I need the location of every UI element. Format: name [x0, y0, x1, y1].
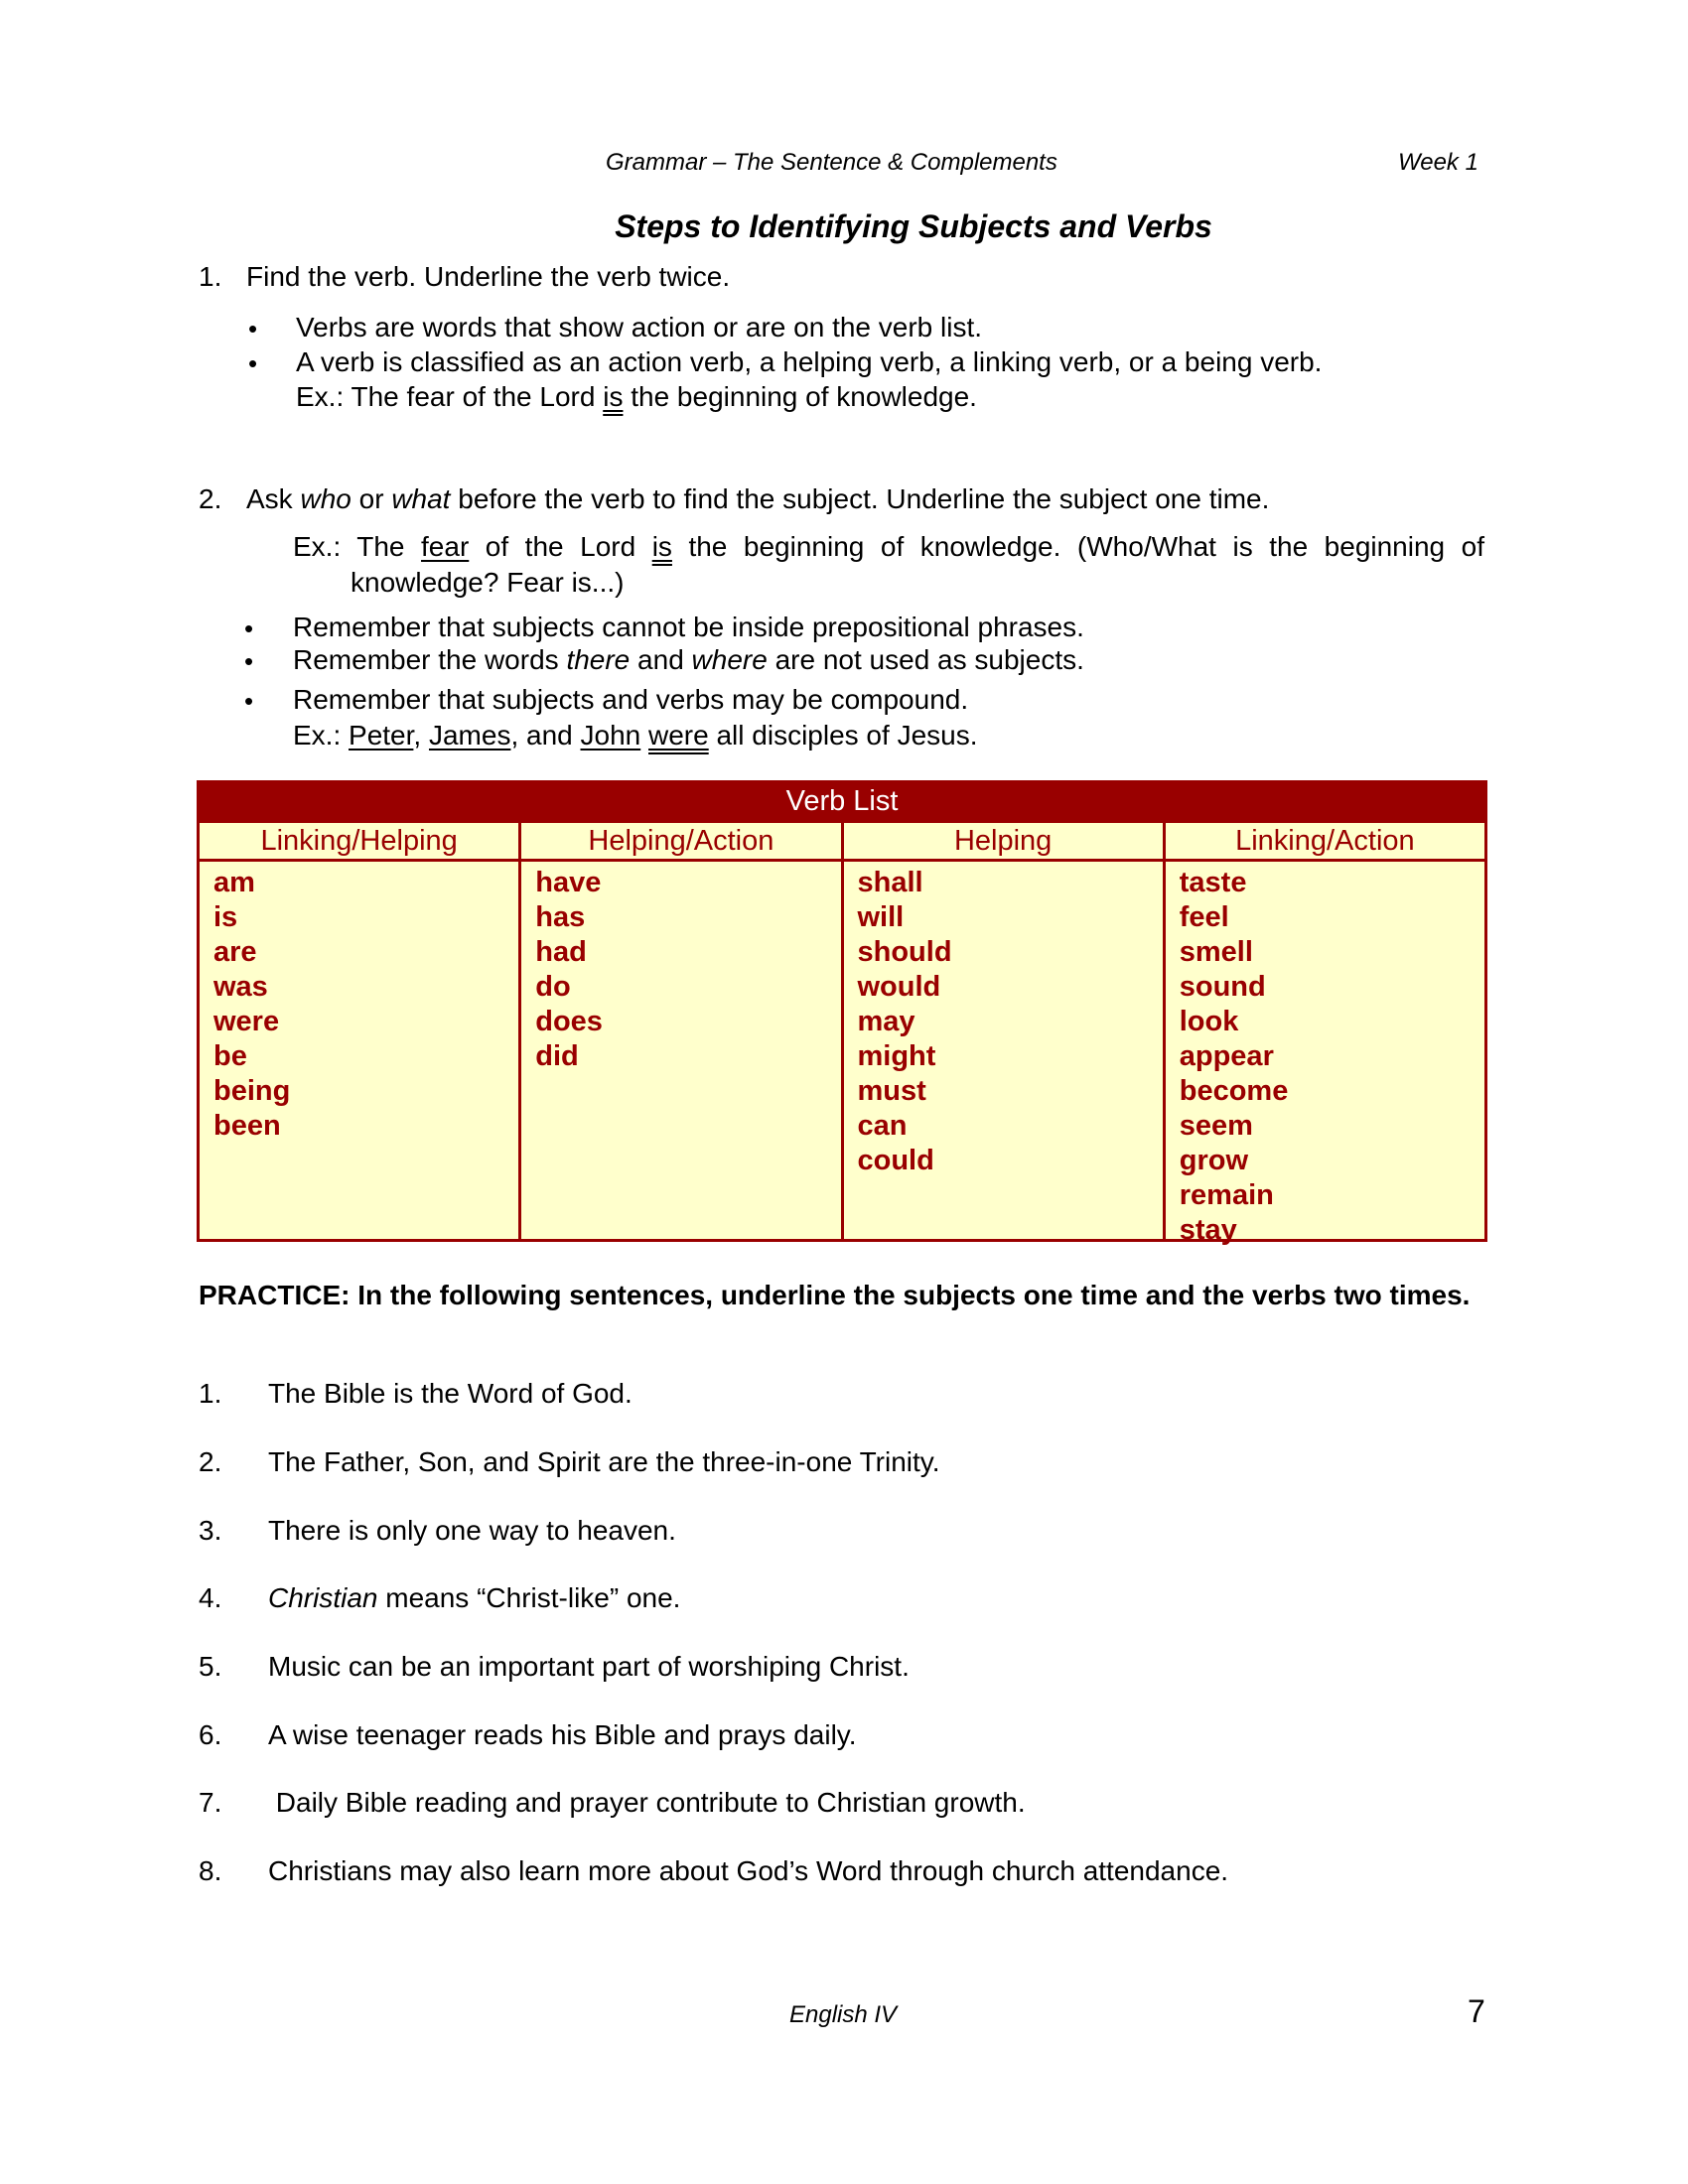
example-text: Ex.: The: [293, 531, 422, 562]
practice-item: [199, 1378, 633, 1410]
practice-item: [199, 1719, 856, 1751]
verb-word: am: [213, 867, 255, 898]
step-2-text: Ask: [246, 483, 301, 514]
verb-column: [841, 862, 1163, 1239]
practice-item-text: Christians may also learn more about God’s Word through church attendance.: [268, 1855, 1229, 1886]
step-2-example: [293, 529, 1484, 601]
header-week: Week 1: [1398, 149, 1478, 176]
example-text: the beginning of knowledge. (Who/What is the beginning of: [671, 531, 1484, 562]
example-verb: is: [603, 381, 624, 412]
verb-word: have: [535, 867, 602, 898]
verb-list-body: [200, 862, 1484, 1246]
practice-item-number: 6.: [199, 1719, 222, 1750]
verb-word: become: [1179, 1075, 1289, 1107]
verb-column: [1163, 862, 1484, 1246]
practice-item: [199, 1582, 680, 1614]
verb-word: grow: [1179, 1145, 1249, 1176]
verb-word: is: [213, 901, 238, 933]
practice-item-text: The Father, Son, and Spirit are the three-in-one Trinity.: [268, 1446, 940, 1477]
step-2-text: before the verb to find the subject. Underline the subject one time.: [450, 483, 1270, 514]
verb-column: [518, 862, 840, 1239]
verb-word: could: [857, 1145, 934, 1176]
step-1: [199, 260, 730, 294]
page-number: 7: [1468, 1993, 1485, 2029]
practice-instructions: [199, 1278, 1487, 1313]
step-2-who: who: [300, 483, 352, 514]
verb-word: were: [213, 1006, 280, 1037]
practice-item-number: 5.: [199, 1651, 222, 1682]
practice-item-text: Music can be an important part of worshiping Christ.: [268, 1651, 910, 1682]
column-header: Helping/Action: [518, 823, 840, 859]
example-text: of the Lord: [469, 531, 652, 562]
practice-item-number: 3.: [199, 1515, 222, 1546]
compound-example: [293, 719, 978, 752]
verb-word: will: [857, 901, 905, 933]
verb-word: feel: [1179, 901, 1229, 933]
bullet-icon: •: [244, 686, 254, 716]
verb-word: may: [857, 1006, 915, 1037]
practice-item-text: means “Christ-like” one.: [377, 1582, 681, 1613]
practice-item-text: Daily Bible reading and prayer contribute to Christian growth.: [268, 1787, 1026, 1818]
verb-word: shall: [857, 867, 923, 898]
practice-item-text: There is only one way to heaven.: [268, 1515, 676, 1546]
bullet-text: Remember the words: [293, 644, 567, 675]
column-header: Linking/Action: [1163, 823, 1484, 859]
verb-word: been: [213, 1110, 281, 1142]
step-2-bullet-1: Remember that subjects cannot be inside prepositional phrases.: [293, 612, 1084, 642]
practice-instruction: In the following sentences, underline the subjects one time and the verbs two times.: [350, 1280, 1471, 1310]
verb-word: does: [535, 1006, 603, 1037]
practice-item: [199, 1446, 940, 1478]
practice-item-italic: Christian: [268, 1582, 378, 1613]
footer-course: English IV: [789, 2001, 898, 2028]
practice-item: [199, 1651, 910, 1683]
verb-word: seem: [1179, 1110, 1253, 1142]
practice-item: [199, 1787, 1026, 1819]
practice-item-number: 1.: [199, 1378, 222, 1409]
step-1-bullet-2: A verb is classified as an action verb, a helping verb, a linking verb, or a being verb.: [296, 346, 1323, 377]
verb-word: can: [857, 1110, 908, 1142]
verb-word: must: [857, 1075, 926, 1107]
step-2-text: or: [351, 483, 392, 514]
example-text: ,: [413, 720, 429, 751]
verb-word: be: [213, 1040, 247, 1072]
verb-word: was: [213, 971, 268, 1003]
header-course-title: Grammar – The Sentence & Complements: [606, 149, 1057, 176]
practice-item-number: 8.: [199, 1855, 222, 1886]
example-subject: James: [428, 720, 511, 751]
verb-word: might: [857, 1040, 936, 1072]
verb-list-header-row: [200, 820, 1484, 862]
verb-word: remain: [1179, 1179, 1274, 1211]
step-1-bullet-1: Verbs are words that show action or are on the verb list.: [296, 312, 983, 342]
verb-list-title: Verb List: [200, 783, 1484, 820]
step-2-what: what: [391, 483, 451, 514]
step-1-number: 1.: [199, 261, 222, 292]
example-verb: were: [648, 720, 709, 751]
example-subject: John: [580, 720, 641, 751]
bullet-text: are not used as subjects.: [767, 644, 1084, 675]
verb-word: has: [535, 901, 586, 933]
page-title: Steps to Identifying Subjects and Verbs: [615, 208, 1212, 244]
step-2-number: 2.: [199, 483, 222, 514]
verb-word: should: [857, 936, 952, 968]
example-text: [640, 720, 648, 751]
verb-word: would: [857, 971, 941, 1003]
verb-word: do: [535, 971, 571, 1003]
example-text: all disciples of Jesus.: [708, 720, 978, 751]
practice-item: [199, 1515, 676, 1547]
practice-item-number: 2.: [199, 1446, 222, 1477]
practice-item-text: The Bible is the Word of God.: [268, 1378, 633, 1409]
example-continuation: knowledge? Fear is...): [351, 567, 625, 598]
column-header: Helping: [841, 823, 1163, 859]
step-2: [199, 482, 1269, 516]
verb-word: being: [213, 1075, 291, 1107]
practice-item-number: 7.: [199, 1787, 222, 1818]
bullet-icon: •: [244, 646, 254, 676]
example-verb: is: [651, 531, 672, 562]
practice-item-number: 4.: [199, 1582, 222, 1613]
verb-column: [200, 862, 518, 1239]
verb-word: taste: [1179, 867, 1247, 898]
example-subject: fear: [421, 531, 470, 562]
bullet-icon: •: [244, 614, 254, 643]
verb-word: had: [535, 936, 587, 968]
practice-label: PRACTICE:: [199, 1280, 351, 1310]
verb-list-table: [197, 780, 1487, 1246]
verb-word: look: [1179, 1006, 1239, 1037]
verb-word: sound: [1179, 971, 1266, 1003]
column-header: Linking/Helping: [260, 825, 458, 857]
verb-word: stay: [1179, 1214, 1237, 1246]
bullet-text: and: [630, 644, 692, 675]
bullet-icon: •: [248, 314, 258, 343]
example-text: Ex.:: [293, 720, 350, 751]
step-1-text: Find the verb. Underline the verb twice.: [246, 261, 731, 292]
bullet-there: there: [566, 644, 631, 675]
verb-word: are: [213, 936, 257, 968]
bullet-icon: •: [248, 348, 258, 378]
bullet-where: where: [691, 644, 768, 675]
verb-word: appear: [1179, 1040, 1274, 1072]
step-2-bullet-2: [293, 643, 1084, 677]
example-subject: Peter: [349, 720, 414, 751]
example-text: Ex.: The fear of the Lord: [296, 381, 604, 412]
verb-word: smell: [1179, 936, 1253, 968]
verb-word: did: [535, 1040, 579, 1072]
practice-item-text: A wise teenager reads his Bible and prays daily.: [268, 1719, 857, 1750]
practice-item: [199, 1855, 1228, 1887]
example-text: the beginning of knowledge.: [623, 381, 977, 412]
step-2-bullet-3: Remember that subjects and verbs may be compound.: [293, 684, 969, 715]
example-text: , and: [510, 720, 581, 751]
step-1-example: [296, 380, 977, 414]
